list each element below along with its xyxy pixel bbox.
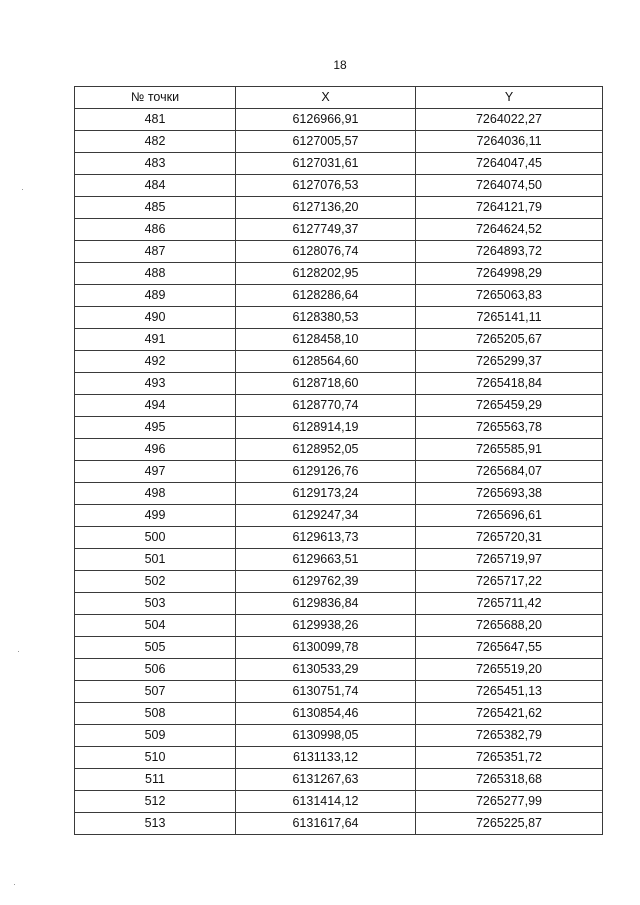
cell-point-number: 513 — [75, 813, 236, 835]
cell-point-number: 508 — [75, 703, 236, 725]
table-row — [75, 307, 603, 329]
cell-x: 6130998,05 — [236, 725, 416, 747]
cell-y: 7265318,68 — [416, 769, 603, 791]
table-row — [75, 747, 603, 769]
cell-y: 7265688,20 — [416, 615, 603, 637]
cell-x: 6131617,64 — [236, 813, 416, 835]
table-row — [75, 285, 603, 307]
table-row — [75, 109, 603, 131]
cell-point-number: 488 — [75, 263, 236, 285]
cell-point-number: 510 — [75, 747, 236, 769]
cell-y: 7265696,61 — [416, 505, 603, 527]
cell-x: 6128952,05 — [236, 439, 416, 461]
table-row — [75, 637, 603, 659]
cell-point-number: 512 — [75, 791, 236, 813]
cell-point-number: 506 — [75, 659, 236, 681]
cell-y: 7265684,07 — [416, 461, 603, 483]
cell-x: 6129613,73 — [236, 527, 416, 549]
cell-y: 7265141,11 — [416, 307, 603, 329]
header-y: Y — [416, 87, 603, 109]
cell-point-number: 489 — [75, 285, 236, 307]
cell-point-number: 487 — [75, 241, 236, 263]
cell-y: 7265519,20 — [416, 659, 603, 681]
cell-point-number: 482 — [75, 131, 236, 153]
cell-y: 7265421,62 — [416, 703, 603, 725]
header-point-number: № точки — [75, 87, 236, 109]
cell-y: 7265459,29 — [416, 395, 603, 417]
cell-x: 6129247,34 — [236, 505, 416, 527]
cell-y: 7265277,99 — [416, 791, 603, 813]
cell-x: 6127031,61 — [236, 153, 416, 175]
cell-y: 7265225,87 — [416, 813, 603, 835]
cell-x: 6129173,24 — [236, 483, 416, 505]
table-row — [75, 483, 603, 505]
cell-point-number: 486 — [75, 219, 236, 241]
cell-y: 7265719,97 — [416, 549, 603, 571]
table-row — [75, 527, 603, 549]
table-row — [75, 593, 603, 615]
cell-x: 6131414,12 — [236, 791, 416, 813]
table-row — [75, 505, 603, 527]
scan-speck — [18, 651, 19, 652]
table-row — [75, 351, 603, 373]
table-row — [75, 769, 603, 791]
cell-x: 6131267,63 — [236, 769, 416, 791]
cell-y: 7265711,42 — [416, 593, 603, 615]
cell-point-number: 496 — [75, 439, 236, 461]
table-row — [75, 725, 603, 747]
table-row — [75, 197, 603, 219]
cell-y: 7264998,29 — [416, 263, 603, 285]
cell-x: 6128286,64 — [236, 285, 416, 307]
cell-y: 7265382,79 — [416, 725, 603, 747]
cell-point-number: 501 — [75, 549, 236, 571]
table-row — [75, 615, 603, 637]
table-row — [75, 219, 603, 241]
cell-point-number: 502 — [75, 571, 236, 593]
cell-point-number: 497 — [75, 461, 236, 483]
cell-y: 7265720,31 — [416, 527, 603, 549]
header-x: X — [236, 87, 416, 109]
cell-point-number: 485 — [75, 197, 236, 219]
cell-point-number: 494 — [75, 395, 236, 417]
cell-point-number: 498 — [75, 483, 236, 505]
cell-x: 6126966,91 — [236, 109, 416, 131]
cell-y: 7264121,79 — [416, 197, 603, 219]
cell-y: 7265351,72 — [416, 747, 603, 769]
cell-x: 6128564,60 — [236, 351, 416, 373]
cell-x: 6130533,29 — [236, 659, 416, 681]
cell-y: 7265717,22 — [416, 571, 603, 593]
cell-point-number: 509 — [75, 725, 236, 747]
cell-y: 7264624,52 — [416, 219, 603, 241]
cell-y: 7265205,67 — [416, 329, 603, 351]
cell-x: 6129126,76 — [236, 461, 416, 483]
table-row — [75, 681, 603, 703]
cell-x: 6129762,39 — [236, 571, 416, 593]
table-header-row — [75, 87, 603, 109]
cell-point-number: 499 — [75, 505, 236, 527]
cell-x: 6127005,57 — [236, 131, 416, 153]
cell-y: 7265693,38 — [416, 483, 603, 505]
table-row — [75, 153, 603, 175]
cell-point-number: 500 — [75, 527, 236, 549]
page-number: 18 — [333, 58, 347, 72]
table-row — [75, 549, 603, 571]
cell-x: 6127076,53 — [236, 175, 416, 197]
cell-y: 7264022,27 — [416, 109, 603, 131]
cell-x: 6128380,53 — [236, 307, 416, 329]
cell-y: 7265451,13 — [416, 681, 603, 703]
cell-x: 6127749,37 — [236, 219, 416, 241]
cell-y: 7265647,55 — [416, 637, 603, 659]
table-row — [75, 373, 603, 395]
table-row — [75, 175, 603, 197]
cell-point-number: 503 — [75, 593, 236, 615]
table-row — [75, 329, 603, 351]
scan-speck — [14, 884, 15, 885]
coordinates-table — [74, 86, 603, 835]
cell-x: 6128770,74 — [236, 395, 416, 417]
cell-x: 6129938,26 — [236, 615, 416, 637]
table-row — [75, 439, 603, 461]
cell-x: 6130099,78 — [236, 637, 416, 659]
cell-point-number: 490 — [75, 307, 236, 329]
table-row — [75, 263, 603, 285]
cell-y: 7265418,84 — [416, 373, 603, 395]
cell-x: 6128202,95 — [236, 263, 416, 285]
cell-x: 6130854,46 — [236, 703, 416, 725]
cell-point-number: 481 — [75, 109, 236, 131]
table-row — [75, 813, 603, 835]
cell-point-number: 511 — [75, 769, 236, 791]
table-row — [75, 571, 603, 593]
table-body — [75, 109, 603, 835]
cell-x: 6127136,20 — [236, 197, 416, 219]
cell-point-number: 484 — [75, 175, 236, 197]
table-row — [75, 241, 603, 263]
cell-x: 6129663,51 — [236, 549, 416, 571]
table-row — [75, 703, 603, 725]
cell-y: 7265063,83 — [416, 285, 603, 307]
cell-x: 6129836,84 — [236, 593, 416, 615]
scan-speck — [22, 189, 23, 190]
cell-point-number: 507 — [75, 681, 236, 703]
table-row — [75, 417, 603, 439]
cell-point-number: 504 — [75, 615, 236, 637]
cell-point-number: 493 — [75, 373, 236, 395]
cell-y: 7264074,50 — [416, 175, 603, 197]
table-row — [75, 461, 603, 483]
cell-x: 6128076,74 — [236, 241, 416, 263]
cell-point-number: 491 — [75, 329, 236, 351]
cell-x: 6131133,12 — [236, 747, 416, 769]
cell-point-number: 483 — [75, 153, 236, 175]
cell-x: 6128914,19 — [236, 417, 416, 439]
cell-x: 6128458,10 — [236, 329, 416, 351]
table-row — [75, 791, 603, 813]
cell-y: 7264047,45 — [416, 153, 603, 175]
table-row — [75, 659, 603, 681]
cell-x: 6130751,74 — [236, 681, 416, 703]
table-row — [75, 395, 603, 417]
cell-x: 6128718,60 — [236, 373, 416, 395]
cell-point-number: 505 — [75, 637, 236, 659]
cell-point-number: 492 — [75, 351, 236, 373]
cell-y: 7264036,11 — [416, 131, 603, 153]
cell-point-number: 495 — [75, 417, 236, 439]
cell-y: 7265585,91 — [416, 439, 603, 461]
cell-y: 7265299,37 — [416, 351, 603, 373]
cell-y: 7265563,78 — [416, 417, 603, 439]
cell-y: 7264893,72 — [416, 241, 603, 263]
table-row — [75, 131, 603, 153]
